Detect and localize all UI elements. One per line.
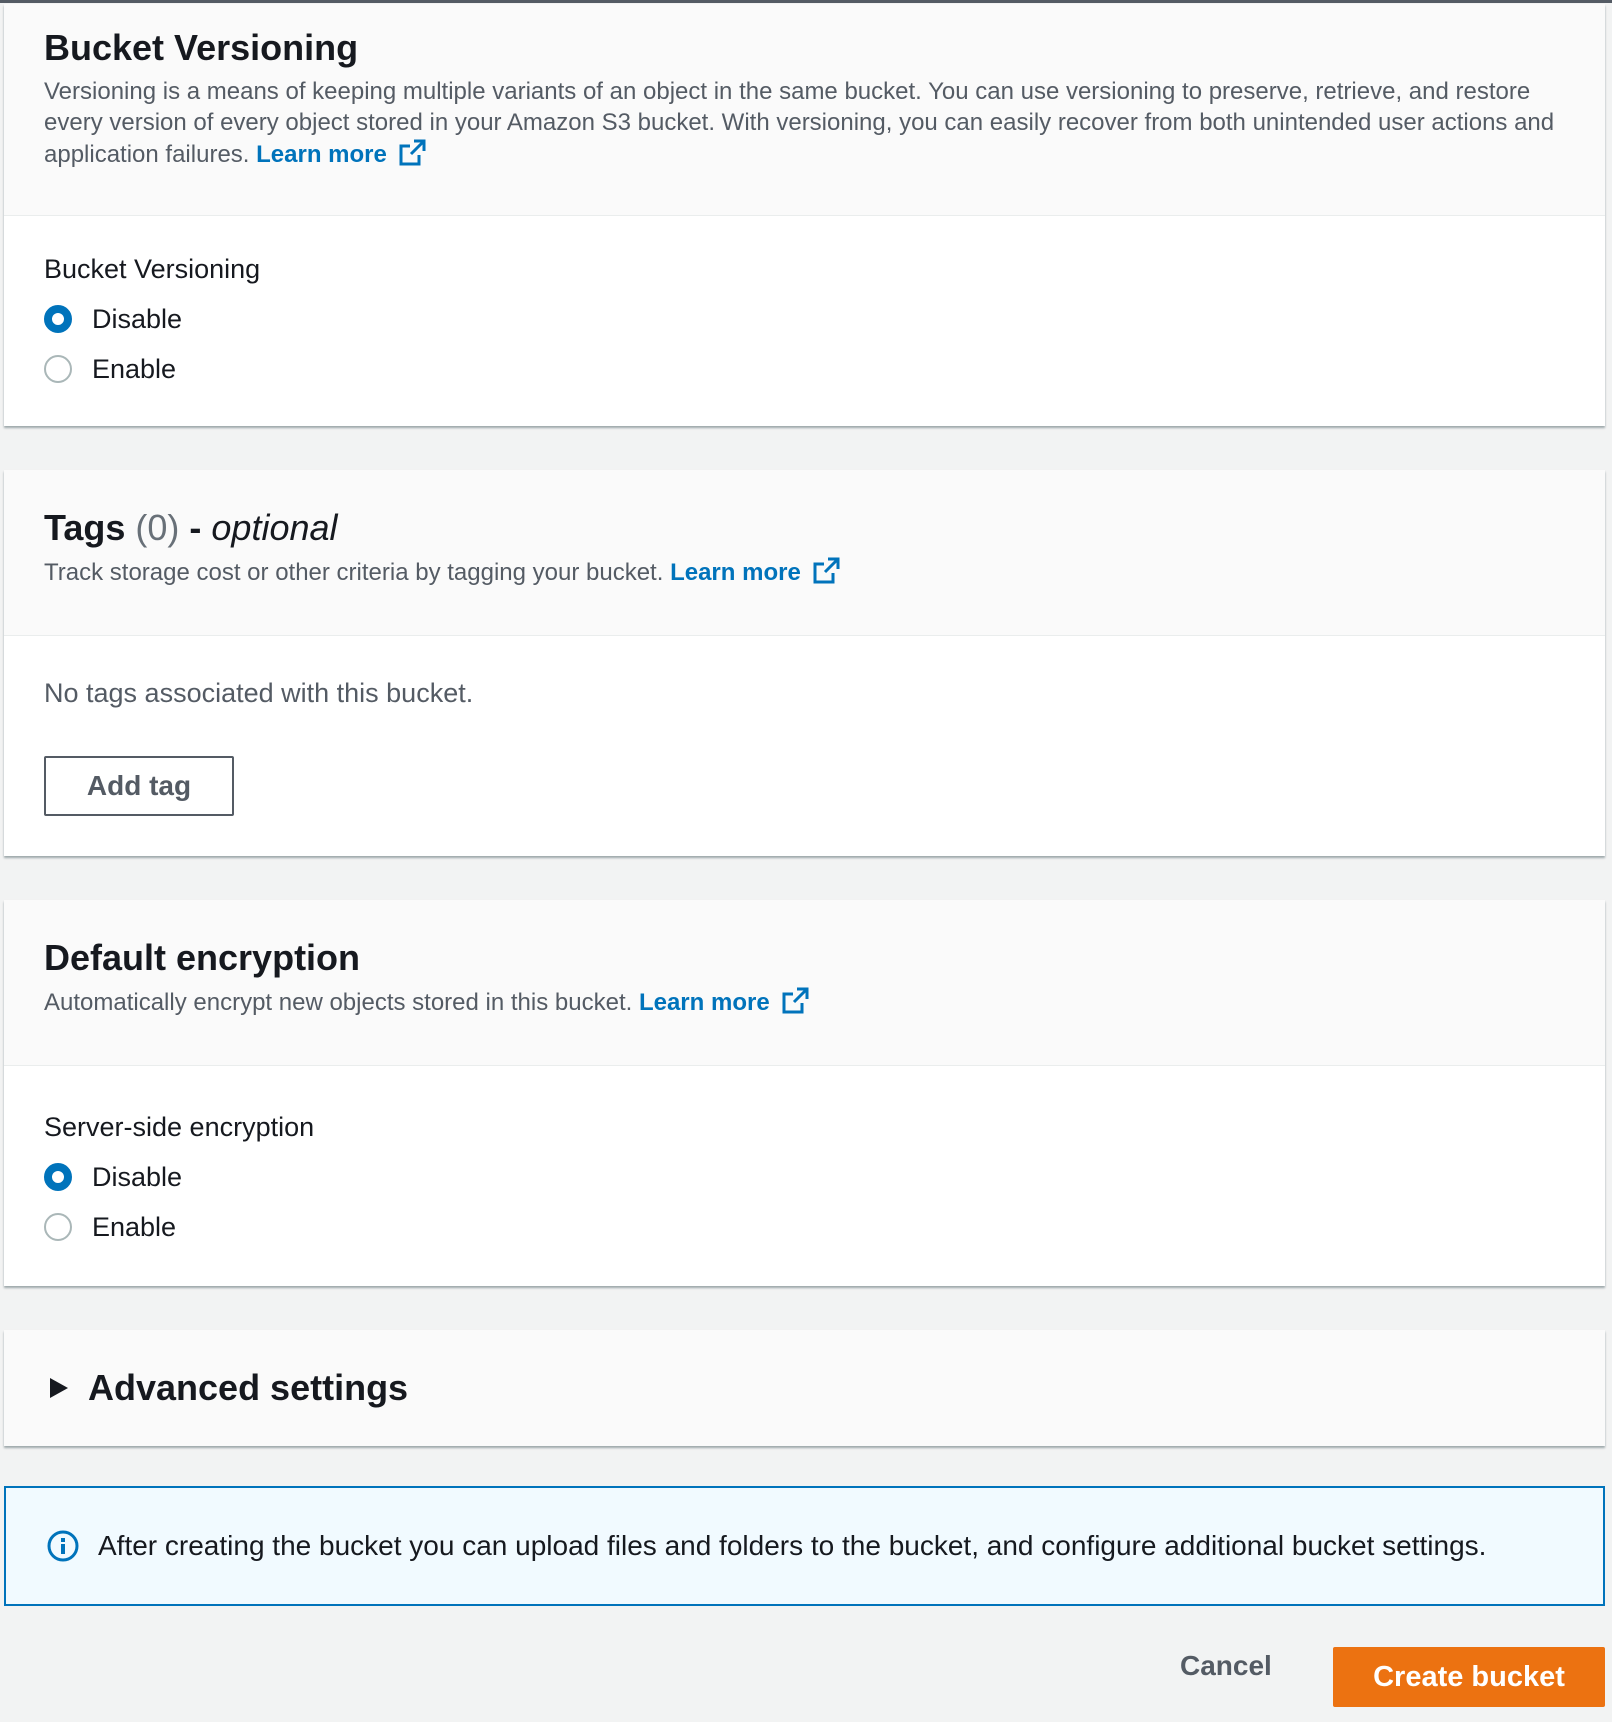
caret-right-icon [48,1376,70,1400]
encryption-radio-group [44,1152,1565,1252]
cancel-button[interactable]: Cancel [1180,1650,1272,1681]
versioning-enable-label: Enable [92,353,177,384]
versioning-option-enable[interactable] [44,344,1565,394]
versioning-enable-radio[interactable] [44,355,72,383]
encryption-option-disable[interactable] [44,1152,1565,1202]
encryption-description [44,986,1565,1018]
advanced-settings-panel[interactable] [4,1330,1605,1446]
versioning-header [4,4,1605,216]
encryption-disable-radio[interactable] [44,1163,72,1191]
tags-title [44,506,1565,550]
tags-optional: optional [211,507,338,548]
encryption-description-text: Automatically encrypt new objects stored in this bucket. [44,989,633,1016]
versioning-body [4,216,1605,394]
versioning-disable-label: Disable [92,303,183,334]
info-icon [46,1529,80,1563]
encryption-panel [4,900,1605,1286]
encryption-header [4,900,1605,1066]
tags-empty-text: No tags associated with this bucket. [44,678,474,708]
tags-learn-more-label: Learn more [670,559,801,586]
encryption-option-enable[interactable] [44,1202,1565,1252]
versioning-title: Bucket Versioning [44,27,359,68]
encryption-field-label: Server-side encryption [44,1112,315,1142]
versioning-learn-more-label: Learn more [256,141,387,168]
info-text: After creating the bucket you can upload files and folders to the bucket, and configure additional bucket settings. [98,1530,1487,1561]
versioning-disable-radio[interactable] [44,305,72,333]
tags-separator: - [189,507,202,548]
encryption-learn-more-link[interactable] [639,989,810,1016]
versioning-description-text: Versioning is a means of keeping multiple variants of an object in the same bucket. You can use versioning to preserve, retrieve, and restore every version of every object stored in your Amazon S3 bucket. With versioning, you can easily recover from both unintended user actions and application failures. [44,78,1555,168]
tags-panel [4,470,1605,856]
tags-header [4,470,1605,636]
versioning-description [44,76,1584,170]
tags-title-text: Tags [44,507,126,548]
versioning-panel [4,4,1605,426]
encryption-body [4,1066,1605,1252]
tags-learn-more-link[interactable] [670,559,841,586]
tags-count: (0) [135,507,180,548]
versioning-field-label: Bucket Versioning [44,254,261,284]
versioning-option-disable[interactable] [44,294,1565,344]
encryption-enable-radio[interactable] [44,1213,72,1241]
info-alert [4,1486,1605,1606]
add-tag-button[interactable]: Add tag [44,756,234,816]
encryption-learn-more-label: Learn more [638,989,770,1016]
encryption-title: Default encryption [44,937,361,978]
create-bucket-button[interactable]: Create bucket [1333,1647,1605,1707]
versioning-learn-more-link[interactable] [256,141,427,168]
external-link-icon [780,986,810,1016]
encryption-enable-label: Enable [92,1211,177,1242]
versioning-radio-group [44,294,1565,394]
tags-body [4,636,1605,856]
tags-description-text: Track storage cost or other criteria by tagging your bucket. [44,559,664,586]
encryption-disable-label: Disable [92,1161,183,1192]
advanced-settings-title: Advanced settings [88,1367,409,1408]
external-link-icon [811,556,841,586]
external-link-icon [397,138,427,168]
tags-description [44,556,1565,588]
